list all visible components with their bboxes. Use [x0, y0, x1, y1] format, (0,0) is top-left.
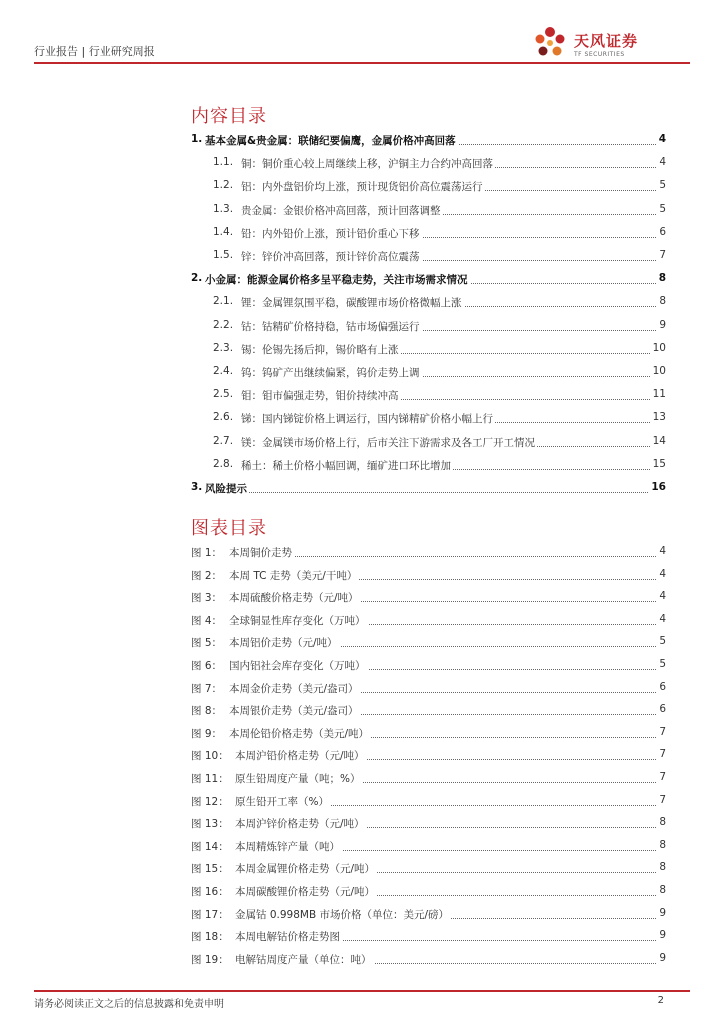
entry-title: 本周硫酸价格走势（元/吨） [229, 592, 359, 605]
entry-title: 铜：铜价重心较上周继续上移，沪铜主力合约冲高回落 [241, 158, 493, 171]
entry-number: 图 2： [191, 569, 223, 582]
entry-title: 本周银价走势（美元/盎司） [229, 705, 359, 718]
toc-entry[interactable] [191, 295, 666, 313]
entry-number: 图 18： [191, 931, 229, 944]
toc-entry[interactable] [191, 365, 666, 383]
figure-entry[interactable] [191, 681, 666, 699]
entry-page-number: 4 [658, 133, 666, 145]
brand-logo [530, 20, 690, 64]
entry-number: 图 16： [191, 886, 229, 898]
figure-entry[interactable] [191, 816, 666, 834]
entry-number: 图 19： [191, 953, 229, 966]
dot-leader [205, 492, 656, 493]
header-divider [34, 62, 690, 64]
entry-title: 本周电解钴价格走势图 [235, 931, 340, 944]
figure-entry[interactable] [191, 907, 666, 925]
entry-page-number: 10 [652, 341, 666, 354]
entry-title: 锡：伦锡先扬后抑，锡价略有上涨 [241, 343, 399, 356]
entry-number: 2.7. [213, 434, 234, 447]
footer-disclaimer: 请务必阅读正文之后的信息披露和免责申明 [34, 999, 224, 1010]
entry-page-number: 7 [659, 249, 666, 261]
entry-title: 铝：内外盘铝价均上涨，预计现货铝价高位震荡运行 [241, 181, 483, 194]
brand-name: 天风证券 [574, 32, 639, 50]
figure-entry[interactable] [191, 952, 666, 970]
page-number: 2 [657, 995, 664, 1006]
entry-page-number: 4 [659, 156, 666, 169]
entry-number: 图 9： [191, 727, 223, 740]
entry-title: 本周金价走势（美元/盎司） [229, 682, 359, 695]
entry-number: 图 15： [191, 863, 229, 876]
entry-number: 1.3. [213, 202, 234, 215]
figure-entry[interactable] [191, 590, 666, 608]
figures-heading: 图表目录 [191, 518, 267, 539]
entry-title: 风险提示 [205, 483, 247, 495]
entry-number: 2.6. [213, 411, 234, 424]
entry-page-number: 4 [659, 545, 666, 557]
figure-entry[interactable] [191, 726, 666, 744]
entry-title: 钼：钼市偏强走势，钼价持续冲高 [241, 390, 399, 403]
entry-page-number: 14 [652, 434, 666, 447]
entry-number: 图 7： [191, 682, 223, 695]
figure-entry[interactable] [191, 613, 666, 631]
figure-entry[interactable] [191, 861, 666, 879]
entry-title: 钴：钴精矿价格持稳，钴市场偏强运行 [241, 320, 420, 333]
footer-divider [34, 990, 690, 992]
entry-number: 2.5. [213, 388, 234, 401]
figure-entry[interactable] [191, 703, 666, 721]
entry-page-number: 9 [659, 951, 666, 964]
entry-page-number: 7 [659, 793, 666, 806]
toc-entry[interactable] [191, 133, 666, 151]
toc-entry[interactable] [191, 203, 666, 221]
report-category: 行业报告 | 行业研究周报 [34, 45, 155, 58]
entry-number: 1.1. [213, 156, 234, 169]
toc-entry[interactable] [191, 319, 666, 337]
figure-entry[interactable] [191, 929, 666, 947]
entry-page-number: 7 [659, 748, 666, 761]
entry-title: 原生铅开工率（%） [235, 795, 329, 808]
entry-title: 稀土：稀土价格小幅回调，缅矿进口环比增加 [241, 459, 451, 472]
figure-entry[interactable] [191, 658, 666, 676]
entry-title: 全球铜显性库存变化（万吨） [229, 614, 366, 627]
entry-number: 2.1. [213, 295, 234, 308]
entry-number: 1.4. [213, 225, 234, 238]
entry-number: 图 5： [191, 637, 223, 650]
entry-number: 1. [191, 133, 203, 145]
entry-number: 图 3： [191, 592, 223, 605]
entry-number: 图 11： [191, 773, 229, 785]
entry-number: 2.4. [213, 365, 234, 377]
entry-page-number: 9 [659, 318, 666, 331]
entry-page-number: 13 [652, 411, 666, 424]
entry-page-number: 9 [659, 929, 666, 942]
entry-title: 镁：金属镁市场价格上行，后市关注下游需求及各工厂开工情况 [241, 436, 535, 449]
entry-title: 本周铝价走势（元/吨） [229, 637, 338, 650]
entry-number: 图 1： [191, 547, 223, 559]
figure-entry[interactable] [191, 771, 666, 789]
entry-title: 原生铅周度产量（吨；%） [235, 773, 361, 785]
entry-title: 小金属：能源金属价格多呈平稳走势，关注市场需求情况 [205, 274, 468, 287]
entry-page-number: 5 [659, 202, 666, 215]
entry-title: 锌：锌价冲高回落，预计锌价高位震荡 [241, 251, 420, 263]
entry-page-number: 16 [651, 481, 666, 493]
entry-number: 2.8. [213, 457, 234, 470]
toc-heading: 内容目录 [191, 106, 267, 127]
flower-logo-icon [530, 22, 570, 62]
entry-title: 本周沪锌价格走势（元/吨） [235, 818, 365, 831]
entry-title: 本周碳酸锂价格走势（元/吨） [235, 886, 376, 898]
entry-title: 贵金属：金银价格冲高回落，预计回落调整 [241, 204, 441, 217]
entry-page-number: 7 [659, 771, 666, 783]
toc-entry[interactable] [191, 272, 666, 290]
entry-number: 图 4： [191, 614, 223, 627]
toc-entry[interactable] [191, 411, 666, 429]
entry-number: 图 12： [191, 795, 229, 808]
figure-entry[interactable] [191, 839, 666, 857]
entry-title: 电解钴周度产量（单位：吨） [235, 953, 372, 966]
entry-page-number: 5 [659, 635, 666, 648]
entry-title: 锑：国内锑锭价格上调运行，国内锑精矿价格小幅上行 [241, 413, 493, 426]
entry-number: 图 10： [191, 750, 229, 763]
entry-page-number: 15 [652, 457, 666, 470]
toc-entry[interactable] [191, 458, 666, 476]
entry-page-number: 6 [659, 225, 666, 238]
entry-page-number: 11 [652, 388, 666, 401]
entry-title: 本周 TC 走势（美元/干吨） [229, 569, 358, 582]
entry-title: 基本金属&贵金属：联储纪要偏鹰，金属价格冲高回落 [205, 135, 456, 147]
figure-entry[interactable] [191, 568, 666, 586]
entry-page-number: 5 [659, 658, 666, 670]
entry-title: 金属钴 0.998MB 市场价格（单位：美元/磅） [235, 908, 450, 921]
entry-number: 图 8： [191, 705, 223, 718]
entry-number: 图 14： [191, 840, 229, 853]
entry-number: 3. [191, 481, 203, 493]
toc-entry[interactable] [191, 435, 666, 453]
entry-number: 1.2. [213, 179, 234, 192]
entry-title: 本周精炼锌产量（吨） [235, 840, 340, 853]
entry-title: 铅：内外铅价上涨，预计铅价重心下移 [241, 227, 420, 240]
entry-page-number: 5 [659, 179, 666, 192]
entry-page-number: 8 [659, 884, 666, 896]
entry-page-number: 8 [658, 272, 666, 285]
entry-page-number: 8 [659, 861, 666, 874]
entry-title: 锂：金属锂氛围平稳，碳酸锂市场价格微幅上涨 [241, 297, 462, 310]
entry-page-number: 10 [652, 365, 666, 377]
brand-subtitle: TF SECURITIES [574, 51, 625, 58]
entry-number: 1.5. [213, 249, 234, 261]
figure-entry[interactable] [191, 748, 666, 766]
toc-entry[interactable] [191, 226, 666, 244]
entry-page-number: 8 [659, 816, 666, 829]
entry-page-number: 8 [659, 838, 666, 851]
toc-entry[interactable] [191, 249, 666, 267]
figure-entry[interactable] [191, 635, 666, 653]
figure-entry[interactable] [191, 794, 666, 812]
entry-number: 图 13： [191, 818, 229, 831]
page-header [34, 0, 690, 64]
entry-title: 本周铜价走势 [229, 547, 292, 559]
toc-entry[interactable] [191, 156, 666, 174]
entry-number: 图 6： [191, 660, 223, 672]
entry-title: 本周沪铅价格走势（元/吨） [235, 750, 365, 763]
entry-number: 图 17： [191, 908, 229, 921]
entry-page-number: 7 [659, 725, 666, 738]
entry-page-number: 6 [659, 703, 666, 716]
toc-entry[interactable] [191, 179, 666, 197]
entry-title: 国内铝社会库存变化（万吨） [229, 660, 366, 672]
toc-entry[interactable] [191, 481, 666, 499]
entry-title: 钨：钨矿产出继续偏紧，钨价走势上调 [241, 367, 420, 379]
entry-page-number: 8 [659, 295, 666, 308]
toc-entry[interactable] [191, 342, 666, 360]
entry-page-number: 4 [659, 590, 666, 603]
figure-entry[interactable] [191, 884, 666, 902]
figure-entry[interactable] [191, 545, 666, 563]
entry-number: 2.2. [213, 318, 234, 331]
toc-entry[interactable] [191, 388, 666, 406]
entry-number: 2.3. [213, 341, 234, 354]
entry-page-number: 4 [659, 612, 666, 625]
entry-title: 本周金属锂价格走势（元/吨） [235, 863, 376, 876]
entry-page-number: 6 [659, 680, 666, 693]
entry-number: 2. [191, 272, 203, 285]
entry-page-number: 9 [659, 906, 666, 919]
entry-page-number: 4 [659, 567, 666, 580]
entry-title: 本周伦铅价格走势（美元/吨） [229, 727, 370, 740]
